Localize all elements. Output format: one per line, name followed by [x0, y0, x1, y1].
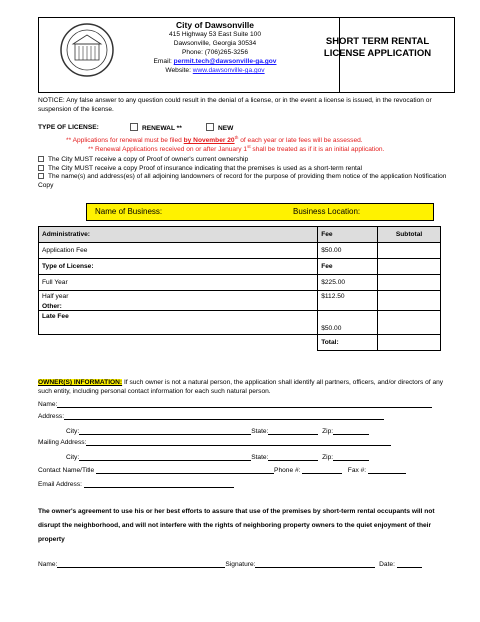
- requirement-item: [38, 156, 456, 165]
- email-label: Email:: [153, 58, 174, 65]
- half-year-label: Half year: [42, 293, 69, 300]
- fax-label: Fax #:: [347, 467, 367, 474]
- zip-field[interactable]: [333, 453, 369, 461]
- form-title: [300, 36, 455, 60]
- title-line-1: SHORT TERM RENTAL: [325, 36, 430, 47]
- late-fee-value: $50.00: [318, 311, 378, 335]
- subtotal-cell[interactable]: [378, 259, 441, 275]
- total-cell[interactable]: [378, 335, 441, 351]
- signature-name-label: Name:: [38, 561, 58, 568]
- new-option[interactable]: [206, 123, 233, 134]
- half-year-fee: $112.50: [318, 291, 378, 311]
- email-label: Email Address:: [38, 481, 82, 488]
- business-location-label: Business Location:: [293, 207, 361, 216]
- application-fee-value: $50.00: [318, 243, 378, 259]
- fax-field[interactable]: [368, 466, 406, 474]
- date-field[interactable]: [397, 560, 422, 568]
- requirement-checkbox-icon[interactable]: [38, 165, 44, 171]
- phone-line: Phone: (706)265-3256: [182, 49, 248, 56]
- contact-label: Contact Name/Title: [38, 467, 95, 474]
- renewal-note-2: [88, 143, 384, 155]
- full-year-label: Full Year: [39, 275, 318, 291]
- phone-field[interactable]: [302, 466, 342, 474]
- name-label: Name:: [38, 401, 58, 408]
- note1-deadline: by November 20: [183, 137, 235, 145]
- email-link[interactable]: permit.tech@dawsonville-ga.gov: [173, 58, 277, 65]
- half-year-other-cell: [39, 291, 318, 311]
- table-row: [39, 335, 441, 351]
- owners-info-paragraph: [38, 379, 456, 396]
- city-name: City of Dawsonville: [176, 20, 254, 30]
- full-year-fee: $225.00: [318, 275, 378, 291]
- requirements-list: [38, 156, 456, 190]
- city-info: [110, 20, 320, 75]
- col-subtotal: Subtotal: [378, 227, 441, 243]
- title-line-2: LICENSE APPLICATION: [323, 48, 432, 59]
- table-header-row: [39, 227, 441, 243]
- date-label: Date:: [379, 561, 397, 568]
- empty-cell: [39, 335, 318, 351]
- address-field[interactable]: [64, 412, 384, 420]
- table-row: [39, 243, 441, 259]
- subtotal-cell[interactable]: [378, 291, 441, 311]
- subtotal-cell[interactable]: [378, 243, 441, 259]
- requirement-text: The City MUST receive a copy Proof of insurance indicating that the premises is used as a short-term rental: [48, 164, 362, 172]
- requirement-checkbox-icon[interactable]: [38, 156, 44, 162]
- website-line: [110, 66, 320, 75]
- late-fee-label: Late Fee: [39, 311, 318, 335]
- address-line-2: Dawsonville, Georgia 30534: [173, 40, 257, 47]
- state-label: State:: [251, 454, 269, 461]
- note2-post: shall be treated as if it is an initial application.: [250, 146, 385, 154]
- license-type-label: TYPE OF LICENSE:: [38, 124, 99, 131]
- mailing-city-row: [66, 453, 369, 461]
- note1-pre: ** Applications for renewal must be filed: [66, 137, 184, 145]
- business-name-label: Name of Business:: [95, 207, 163, 216]
- col-administrative: Administrative:: [39, 227, 318, 243]
- city-row: [66, 427, 369, 435]
- signature-label: Signature:: [225, 561, 256, 568]
- other-label: Other:: [42, 303, 62, 310]
- requirement-checkbox-icon[interactable]: [38, 173, 44, 179]
- application-fee-label: Application Fee: [39, 243, 318, 259]
- state-label: State:: [251, 428, 269, 435]
- website-link[interactable]: www.dawsonville-ga.gov: [192, 67, 265, 74]
- signature-row: [38, 560, 422, 568]
- zip-label: Zip:: [322, 454, 334, 461]
- renewal-option[interactable]: [130, 123, 182, 134]
- requirement-item: [38, 173, 456, 190]
- state-field[interactable]: [268, 453, 318, 461]
- address-row: [38, 412, 384, 420]
- contact-field[interactable]: [96, 466, 274, 474]
- phone-label: Phone #:: [274, 467, 301, 474]
- mailing-address-label: Mailing Address:: [38, 439, 87, 446]
- total-label: Total:: [318, 335, 378, 351]
- note1-post: of each year or late fees will be assessed.: [238, 137, 363, 145]
- subtotal-cell[interactable]: [378, 311, 441, 335]
- new-label: NEW: [218, 125, 234, 132]
- notice-text: NOTICE: Any false answer to any question could result in the denial of a license, or in the event a license is issued, in the revocation or suspension of the license.: [38, 97, 432, 113]
- requirement-text: The City MUST receive a copy of Proof of owner's current ownership: [48, 156, 249, 163]
- address-line-1: 415 Highway 53 East Suite 100: [168, 31, 261, 38]
- table-row: [39, 311, 441, 335]
- signature-name-field[interactable]: [57, 560, 225, 568]
- note2-pre: ** Renewal Applications received on or after January 1: [88, 146, 248, 154]
- name-field[interactable]: [57, 400, 432, 408]
- note1-sup: th: [234, 135, 239, 140]
- address-label: Address:: [38, 413, 65, 420]
- website-label: Website:: [165, 67, 193, 74]
- mailing-row: [38, 438, 391, 446]
- requirement-item: [38, 165, 456, 174]
- name-row: [38, 400, 432, 408]
- contact-row: [38, 466, 406, 474]
- email-line: [110, 57, 320, 66]
- col-fee: Fee: [318, 227, 378, 243]
- city-field[interactable]: [79, 453, 251, 461]
- zip-field[interactable]: [333, 427, 369, 435]
- renewal-checkbox[interactable]: [130, 123, 138, 131]
- agreement-text: The owner's agreement to use his or her best efforts to assure that use of the premises by short-term rental occupants will not disrupt the neighborhood, and will not interfere with the rights of neighboring property owners to the quiet enjoyment of their property: [38, 508, 435, 543]
- state-field[interactable]: [268, 427, 318, 435]
- email-row: [38, 480, 234, 488]
- city-label: City:: [66, 428, 80, 435]
- license-type-fee-header: Fee: [318, 259, 378, 275]
- table-row: [39, 291, 441, 311]
- zip-label: Zip:: [322, 428, 334, 435]
- new-checkbox[interactable]: [206, 123, 214, 131]
- city-field[interactable]: [79, 427, 251, 435]
- renewal-label: RENEWAL **: [142, 125, 182, 132]
- note2-sup: st: [247, 144, 251, 149]
- subtotal-cell[interactable]: [378, 275, 441, 291]
- license-type-row-label: Type of License:: [39, 259, 318, 275]
- mailing-address-field[interactable]: [86, 438, 391, 446]
- city-seal-icon: [59, 22, 115, 78]
- owners-heading: OWNER(S) INFORMATION:: [38, 379, 123, 386]
- signature-field[interactable]: [255, 560, 375, 568]
- business-info-bar: [86, 203, 434, 221]
- email-field[interactable]: [84, 480, 234, 488]
- table-row: [39, 259, 441, 275]
- requirement-text: The name(s) and address(es) of all adjoining landowners of record for the purpose of providing them notice of the application Notification Copy: [38, 173, 447, 189]
- owners-text: If such owner is not a natural person, the application shall identify all partners, officers, and/or directors of any such entity, including personal contact information for each such natural person.: [38, 379, 444, 395]
- fees-table: [38, 226, 441, 351]
- city-label: City:: [66, 454, 80, 461]
- table-row: [39, 275, 441, 291]
